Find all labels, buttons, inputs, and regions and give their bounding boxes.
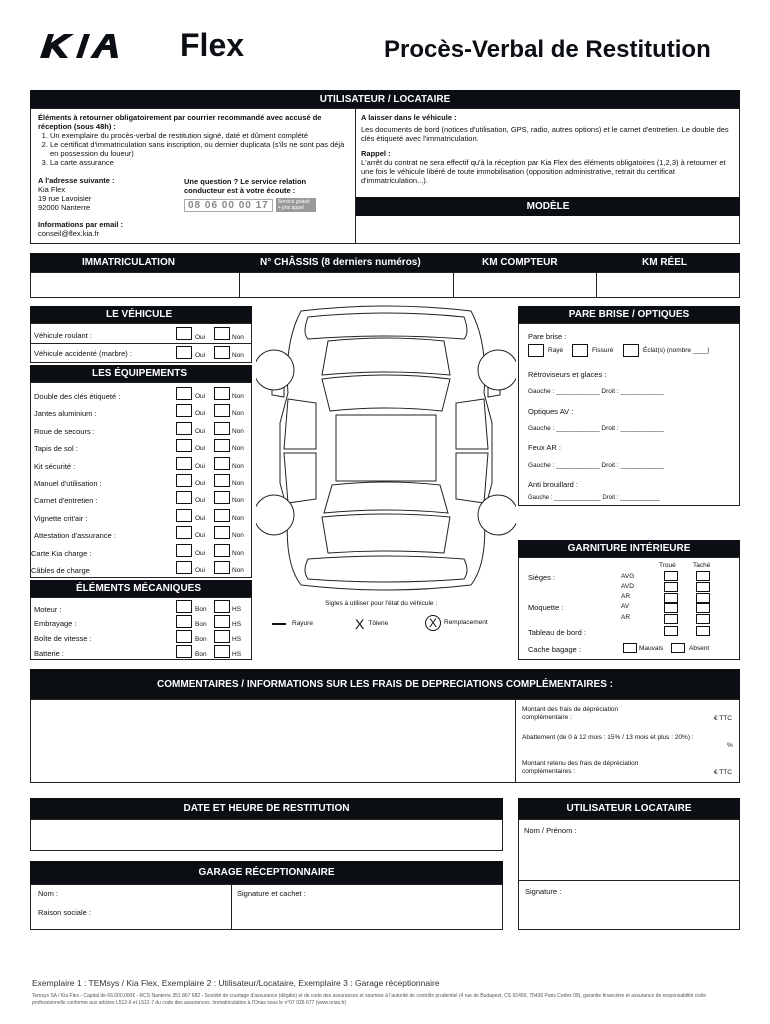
retenu-unit: € TTC	[714, 769, 732, 776]
question-block	[184, 177, 349, 212]
modele-field[interactable]	[356, 216, 740, 244]
raye-label: Rayé	[548, 347, 564, 354]
equipement-non-checkbox[interactable]	[214, 474, 230, 487]
oui-label: Oui	[195, 445, 206, 452]
utilisateur-bar: UTILISATEUR / LOCATAIRE	[30, 90, 740, 108]
element-item: 1. Un exemplaire du procès-verbal de restitution signé, daté et dûment complété	[50, 131, 348, 140]
mecanique-label: Boîte de vitesse :	[34, 634, 92, 643]
rappel-title: Rappel :	[361, 149, 391, 158]
non-label: Non	[232, 428, 244, 435]
optiques-av-label: Optiques AV :	[528, 407, 574, 416]
garage-bar: GARAGE RÉCEPTIONNAIRE	[30, 861, 503, 884]
raye-checkbox[interactable]	[528, 344, 544, 357]
equipement-oui-checkbox[interactable]	[176, 387, 192, 400]
tableau-label: Tableau de bord :	[528, 628, 586, 637]
non-label: Non	[232, 515, 244, 522]
mecanique-label: Moteur :	[34, 605, 62, 614]
retro-label: Rétroviseurs et glaces :	[528, 370, 607, 379]
hs-label: HS	[232, 606, 242, 613]
footer-legal: Temsys SA / Kia Flex - Capital de 66.000.000€ - RCS Nanterre 351 867 682 - Société de courtage d'assurance (dégâts) et de code des assurances et soumise à l'autorité de contrôle prudentiel (4 rue de Budapest, CS 92459, 75436 Paris Cedex 09), garantie financière et assurance de responsabilité civile professionnelle conforme aux articles L512-6 et L512-7 du code des assurances. Immatriculation à l'Orias sous le n°07 026 677 (www.orias.fr)	[32, 993, 706, 1006]
mecanique-hs-checkbox[interactable]	[214, 630, 230, 643]
sieges-pos-ar: AR	[621, 593, 631, 600]
equipement-label: Vignette crit'air :	[34, 514, 88, 523]
bon-label: Bon	[195, 636, 207, 643]
moquette-pos-av: AV	[621, 603, 630, 610]
id-fields	[30, 272, 740, 298]
garniture-section	[518, 557, 740, 660]
km-compteur-field[interactable]	[454, 273, 596, 297]
non-label: Non	[232, 393, 244, 400]
utilisateur-locataire-bar: UTILISATEUR LOCATAIRE	[518, 798, 740, 819]
email-title: Informations par email :	[38, 220, 124, 229]
equipement-label: Double des clés étiqueté :	[34, 392, 121, 401]
equipement-non-checkbox[interactable]	[214, 404, 230, 417]
oui-label: Oui	[195, 334, 206, 341]
oui-label: Oui	[195, 410, 206, 417]
oui-label: Oui	[195, 463, 206, 470]
sieges-troue-checkbox[interactable]	[664, 582, 678, 592]
non-label: Non	[232, 480, 244, 487]
element-item: 2. Le certificat d'immatriculation sans inscription, ou dernier duplicata (s'ils ne sont pas déjà en possession du loueur)	[50, 140, 348, 158]
legend-title: Sigles à utiliser pour l'état du véhicule :	[325, 600, 438, 607]
non-label: Non	[232, 352, 244, 359]
cache-mauvais-checkbox[interactable]	[623, 643, 637, 653]
vehicule-bar: LE VÉHICULE	[30, 306, 252, 323]
pare-brise-bar: PARE BRISE / OPTIQUES	[518, 306, 740, 323]
equipement-label: Manuel d'utilisation :	[34, 479, 102, 488]
legend-rayure	[272, 620, 313, 628]
equipement-label: Kit sécurité :	[34, 462, 76, 471]
non-label: Non	[232, 463, 244, 470]
equipement-oui-checkbox[interactable]	[176, 526, 192, 539]
email-link[interactable]: conseil@flex.kia.fr	[38, 229, 99, 238]
hs-label: HS	[232, 636, 242, 643]
equipement-non-checkbox[interactable]	[214, 387, 230, 400]
moquette-troue-checkbox[interactable]	[664, 603, 678, 613]
fissure-label: Fissuré	[592, 347, 614, 354]
page-title: Procès-Verbal de Restitution	[384, 36, 711, 63]
vehicule-roulant-label: Véhicule roulant :	[34, 331, 92, 340]
adresse-block	[38, 176, 178, 212]
kia-logo	[38, 30, 160, 60]
bon-label: Bon	[195, 606, 207, 613]
garage-signature-field[interactable]	[232, 885, 503, 929]
vehicule-roulant-oui-checkbox[interactable]	[176, 327, 192, 340]
mecanique-hs-checkbox[interactable]	[214, 615, 230, 628]
equipement-oui-checkbox[interactable]	[176, 457, 192, 470]
hs-label: HS	[232, 651, 242, 658]
tableau-tache-checkbox[interactable]	[696, 626, 710, 636]
non-label: Non	[232, 532, 244, 539]
utilisateur-section	[30, 108, 740, 244]
retenu-label: Montant retenu des frais de dépréciation complémentaires :	[522, 760, 639, 775]
moquette-troue-checkbox[interactable]	[664, 614, 678, 624]
equipement-label: Attestation d'assurance :	[34, 531, 116, 540]
mecanique-bon-checkbox[interactable]	[176, 645, 192, 658]
garage-nom-field[interactable]	[31, 885, 231, 929]
moquette-pos-ar: AR	[621, 614, 631, 621]
equipement-oui-checkbox[interactable]	[176, 404, 192, 417]
vehicule-section	[30, 323, 252, 363]
commentaires-section	[30, 699, 740, 783]
immatriculation-label: IMMATRICULATION	[82, 257, 175, 268]
garage-raison-label: Raison sociale :	[38, 908, 91, 917]
equipement-label: Jantes aluminium :	[34, 409, 97, 418]
mecanique-bon-checkbox[interactable]	[176, 615, 192, 628]
adresse-line: 92000 Nanterre	[38, 203, 91, 212]
equipement-oui-checkbox[interactable]	[176, 491, 192, 504]
montant-unit: € TTC	[714, 715, 732, 722]
sieges-troue-checkbox[interactable]	[664, 593, 678, 603]
equipement-oui-checkbox[interactable]	[176, 422, 192, 435]
non-label: Non	[232, 410, 244, 417]
oui-label: Oui	[195, 532, 206, 539]
equipement-label: Tapis de sol :	[34, 444, 78, 453]
vehicule-accidente-label: Véhicule accidenté (marbre) :	[34, 349, 132, 358]
oui-label: Oui	[195, 480, 206, 487]
laisser-block	[361, 113, 736, 185]
date-field[interactable]	[30, 819, 503, 851]
moquette-tache-checkbox[interactable]	[696, 603, 710, 613]
car-diagram[interactable]	[256, 303, 516, 593]
oui-label: Oui	[195, 428, 206, 435]
vehicule-accidente-oui-checkbox[interactable]	[176, 346, 192, 359]
km-reel-field[interactable]	[597, 273, 740, 297]
oui-label: Oui	[195, 352, 206, 359]
cache-bagage-label: Cache bagage :	[528, 645, 581, 654]
equipement-label: Câbles de charge	[31, 566, 90, 575]
garage-signature-label: Signature et cachet :	[237, 889, 306, 898]
element-item: 3. La carte assurance	[50, 158, 348, 167]
mecanique-bon-checkbox[interactable]	[176, 600, 192, 613]
laisser-text: Les documents de bord (notices d'utilisation, GPS, radio, autres options) et le carnet d'entretien. Le double des clés étiqueté avec l'immatriculation.	[361, 125, 729, 143]
non-label: Non	[232, 550, 244, 557]
abattement-unit: %	[727, 742, 733, 749]
sieges-tache-checkbox[interactable]	[696, 593, 710, 603]
montant-label: Montant des frais de dépréciation complémentaire :	[522, 706, 619, 721]
equipement-label: Carnet d'entretien :	[34, 496, 98, 505]
oui-label: Oui	[195, 567, 206, 574]
equipement-oui-checkbox[interactable]	[176, 439, 192, 452]
equipement-non-checkbox[interactable]	[214, 526, 230, 539]
tolerie-label: Tôlerie	[368, 620, 389, 628]
oui-label: Oui	[195, 393, 206, 400]
equipement-non-checkbox[interactable]	[214, 509, 230, 522]
equipement-oui-checkbox[interactable]	[176, 561, 192, 574]
sieges-pos-avd: AVD	[621, 583, 634, 590]
equipement-non-checkbox[interactable]	[214, 491, 230, 504]
feux-ar-label: Feux AR :	[528, 443, 561, 452]
pare-brise-section	[518, 323, 740, 506]
equipement-oui-checkbox[interactable]	[176, 474, 192, 487]
equipement-non-checkbox[interactable]	[214, 457, 230, 470]
email-block	[38, 220, 238, 238]
sieges-tache-checkbox[interactable]	[696, 571, 710, 581]
utilisateur-locataire-section	[518, 819, 740, 930]
vehicule-accidente-non-checkbox[interactable]	[214, 346, 230, 359]
commentaires-field[interactable]	[31, 700, 515, 782]
laisser-title: A laisser dans le véhicule :	[361, 113, 457, 122]
feux-gauche-droit[interactable]: Gauche : ____________ Droit : ____________	[528, 462, 664, 469]
moquette-label: Moquette :	[528, 603, 564, 612]
eclat-label: Éclat(s) (nombre ____)	[643, 347, 710, 354]
retro-gauche-droit[interactable]: Gauche : ____________ Droit : ____________	[528, 388, 664, 395]
rayure-icon	[272, 623, 286, 625]
km-reel-label: KM RÉEL	[642, 257, 687, 268]
pare-brise-label: Pare brise :	[528, 332, 567, 341]
tache-label: Taché	[693, 562, 711, 569]
signature-label: Signature :	[525, 887, 562, 896]
remplacement-icon: X	[425, 615, 441, 631]
equipement-oui-checkbox[interactable]	[176, 509, 192, 522]
elements-title: Éléments à retourner obligatoirement par courrier recommandé avec accusé de réception (sous 48h) :	[38, 113, 322, 131]
question-text: Une question ? Le service relation conducteur est à votre écoute :	[184, 177, 307, 195]
garniture-bar: GARNITURE INTÉRIEURE	[518, 540, 740, 557]
hs-label: HS	[232, 621, 242, 628]
equipements-bar: LES ÉQUIPEMENTS	[30, 365, 252, 382]
cache-absent-checkbox[interactable]	[671, 643, 685, 653]
equipement-non-checkbox[interactable]	[214, 422, 230, 435]
mecanique-label: Batterie :	[34, 649, 65, 658]
garage-section	[30, 884, 503, 930]
equipement-label: Roue de secours :	[34, 427, 95, 436]
footer-exemplaires: Exemplaire 1 : TEMsys / Kia Flex, Exemplaire 2 : Utilisateur/Locataire, Exemplaire 3 : Garage réceptionnaire	[32, 978, 440, 988]
mecanique-label: Embrayage :	[34, 619, 77, 628]
sieges-tache-checkbox[interactable]	[696, 582, 710, 592]
chassis-field[interactable]	[240, 273, 453, 297]
adresse-line: Kia Flex	[38, 185, 66, 194]
abattement-label: Abattement (de 0 à 12 mois : 15% / 13 mois et plus : 20%) :	[522, 734, 694, 741]
mecanique-hs-checkbox[interactable]	[214, 600, 230, 613]
mecanique-hs-checkbox[interactable]	[214, 645, 230, 658]
anti-gauche-droit[interactable]: Gauche : ______________ Droit : ____________	[528, 495, 661, 501]
elements-block	[38, 113, 348, 167]
km-compteur-label: KM COMPTEUR	[482, 257, 558, 268]
oui-label: Oui	[195, 550, 206, 557]
legend-remplacement	[425, 615, 488, 631]
non-label: Non	[232, 567, 244, 574]
equipement-label: Carte Kia charge :	[31, 549, 92, 558]
moquette-tache-checkbox[interactable]	[696, 614, 710, 624]
phone-number[interactable]: 08 06 00 00 17 Service gratuit + prix appel	[184, 198, 316, 212]
oui-label: Oui	[195, 515, 206, 522]
fissure-checkbox[interactable]	[572, 344, 588, 357]
absent-label: Absent	[689, 645, 710, 652]
bon-label: Bon	[195, 651, 207, 658]
rappel-text: L'arrêt du contrat ne sera effectif qu'à la réception par Kia Flex des éléments obligatoires (1,2,3) à retourner et une fois le véhicule libéré de toute immobilisation (opposition administrative, retrait du certificat d'immatriculation...).	[361, 158, 726, 185]
eclat-checkbox[interactable]	[623, 344, 639, 357]
equipements-section	[30, 382, 252, 578]
tableau-troue-checkbox[interactable]	[664, 626, 678, 636]
mecaniques-bar: ÉLÉMENTS MÉCANIQUES	[30, 580, 252, 597]
chassis-label: N° CHÂSSIS (8 derniers numéros)	[260, 257, 421, 268]
adresse-title: A l'adresse suivante :	[38, 176, 115, 185]
commentaires-bar: COMMENTAIRES / INFORMATIONS SUR LES FRAIS DE DEPRECIATIONS COMPLÉMENTAIRES :	[30, 669, 740, 699]
troue-label: Troué	[659, 562, 676, 569]
sieges-troue-checkbox[interactable]	[664, 571, 678, 581]
rayure-label: Rayure	[292, 620, 313, 627]
remplacement-label: Remplacement	[444, 619, 488, 627]
mecanique-bon-checkbox[interactable]	[176, 630, 192, 643]
brand-flex: Flex	[180, 27, 245, 63]
vehicule-roulant-non-checkbox[interactable]	[214, 327, 230, 340]
non-label: Non	[232, 334, 244, 341]
anti-brouillard-label: Anti brouillard :	[528, 480, 579, 489]
sieges-pos-avg: AVG	[621, 573, 635, 580]
date-bar: DATE ET HEURE DE RESTITUTION	[30, 798, 503, 819]
adresse-line: 19 rue Lavoisier	[38, 194, 92, 203]
sieges-label: Sièges :	[528, 573, 556, 582]
immatriculation-field[interactable]	[31, 273, 239, 297]
oui-label: Oui	[195, 497, 206, 504]
mauvais-label: Mauvais	[639, 645, 664, 652]
bon-label: Bon	[195, 621, 207, 628]
signature-field[interactable]	[519, 881, 739, 931]
legend-tolerie	[355, 616, 388, 632]
equipement-non-checkbox[interactable]	[214, 439, 230, 452]
tolerie-icon: X	[355, 616, 365, 632]
garage-nom-label: Nom :	[38, 889, 59, 898]
modele-bar: MODÈLE	[356, 197, 740, 216]
non-label: Non	[232, 445, 244, 452]
nom-prenom-label: Nom / Prénom :	[524, 826, 577, 835]
mecaniques-section	[30, 597, 252, 660]
equipement-non-checkbox[interactable]	[214, 544, 230, 557]
non-label: Non	[232, 497, 244, 504]
optiques-gauche-droit[interactable]: Gauche : ____________ Droit : ____________	[528, 425, 664, 432]
equipement-oui-checkbox[interactable]	[176, 544, 192, 557]
id-bar	[30, 253, 740, 272]
nom-prenom-field[interactable]	[519, 820, 739, 880]
equipement-non-checkbox[interactable]	[214, 561, 230, 574]
